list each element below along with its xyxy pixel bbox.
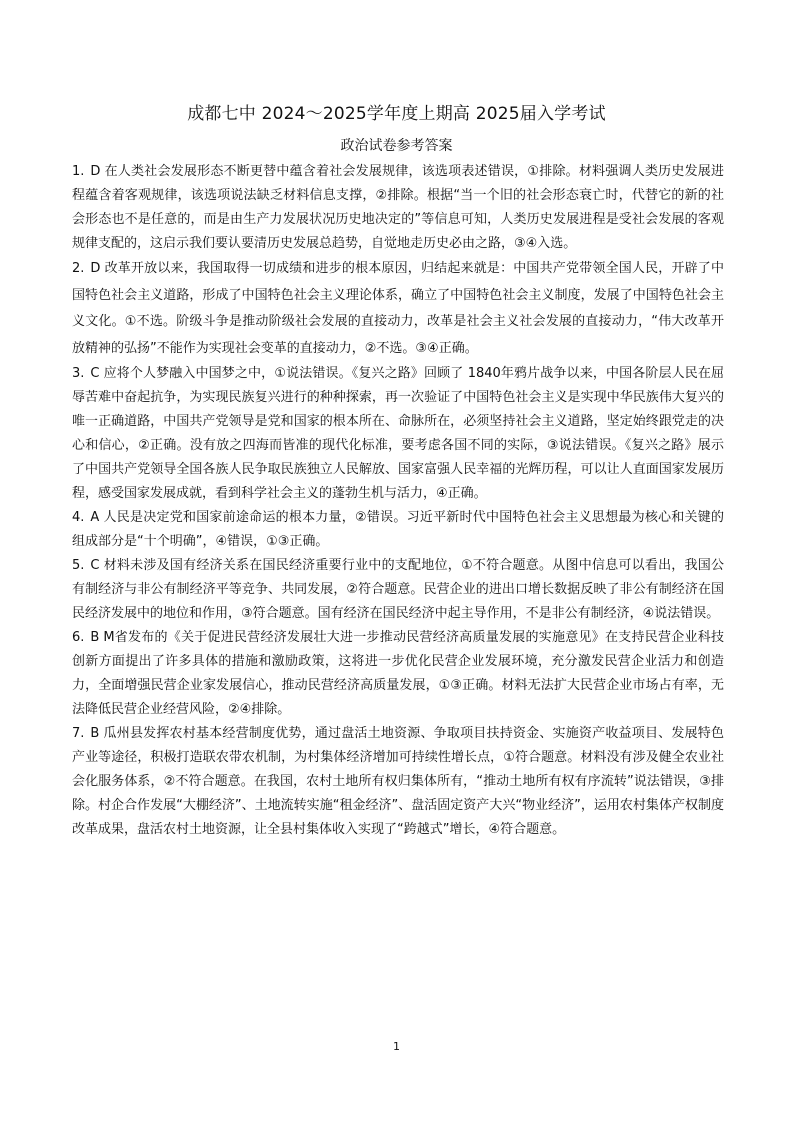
answer-item-6 — [72, 626, 724, 722]
answer-number: 3. — [72, 366, 85, 381]
answer-item-5 — [72, 554, 724, 626]
answer-number: 2. — [72, 261, 85, 276]
document-subtitle: 政治试卷参考答案 — [340, 138, 453, 154]
answer-key: A — [90, 510, 100, 525]
answer-key: B — [90, 726, 100, 741]
answer-number: 4. — [72, 510, 85, 525]
answer-explanation: 人民是决定党和国家前途命运的根本力量，②错误。习近平新时代中国特色社会主义思想最为核心和关键的组成部分是“十个明确”，④错误，①③正确。 — [72, 510, 724, 549]
answer-item-4 — [72, 506, 724, 554]
answer-key: D — [90, 164, 101, 179]
answer-key: B — [90, 630, 100, 645]
answer-number: 7. — [72, 726, 85, 741]
answer-explanation: 在人类社会发展形态不断更替中蕴含着社会发展规律，该选项表述错误，①排除。材料强调人类历史发展进程蕴含着客观规律，该选项说法缺乏材料信息支撑，②排除。根据“当一个旧的社会形态衰亡时，代替它的新的社会形态也不是任意的，而是由生产力发展状况历史地决定的”等信息可知，人类历史发展进程是受社会发展的客观规律支配的，这启示我们要认要清历史发展总趋势，自觉地走历史必由之路，③④入选。 — [72, 164, 724, 251]
answer-key: C — [90, 558, 100, 573]
answer-list — [72, 160, 724, 842]
answer-number: 5. — [72, 558, 85, 573]
answer-number: 6. — [72, 630, 85, 645]
answer-explanation: 改革开放以来，我国取得一切成绩和进步的根本原因，归结起来就是：中国共产党带领全国人民，开辟了中国特色社会主义道路，形成了中国特色社会主义理论体系，确立了中国特色社会主义制度，发展了中国特色社会主义文化。①不选。阶级斗争是推动阶级社会发展的直接动力，改革是社会主义社会发展的直接动力，“伟大改革开放精神的弘扬”不能作为实现社会变革的直接动力，②不选。③④正确。 — [72, 261, 724, 356]
answer-item-2 — [72, 256, 724, 362]
answer-item-1 — [72, 160, 724, 256]
answer-item-7 — [72, 722, 724, 842]
answer-explanation: 材料未涉及国有经济关系在国民经济重要行业中的支配地位，①不符合题意。从图中信息可以看出，我国公有制经济与非公有制经济平等竞争、共同发展，②符合题意。民营企业的进出口增长数据反映了非公有制经济在国民经济发展中的地位和作用，③符合题意。国有经济在国民经济中起主导作用，不是非公有制经济，④说法错误。 — [72, 558, 724, 621]
answer-number: 1. — [72, 164, 85, 179]
page-number: 1 — [393, 1040, 400, 1053]
answer-key: C — [90, 366, 100, 381]
answer-explanation: M省发布的《关于促进民营经济发展壮大进一步推动民营经济高质量发展的实施意见》在支持民营企业科技创新方面提出了许多具体的措施和激励政策，这将进一步优化民营企业发展环境，充分激发民营企业活力和创造力，全面增强民营企业家发展信心，推动民营经济高质量发展，①③正确。材料无法扩大民营企业市场占有率，无法降低民营企业经营风险，②④排除。 — [72, 630, 724, 717]
answer-key: D — [90, 261, 101, 276]
answer-explanation: 应将个人梦融入中国梦之中，①说法错误。《复兴之路》回顾了 1840年鸦片战争以来，中国各阶层人民在屈辱苦难中奋起抗争，为实现民族复兴进行的种种探索，再一次验证了中国特色社会主义是实现中华民族伟大复兴的唯一正确道路，中国共产党领导是党和国家的根本所在、命脉所在，必须坚持社会主义道路，坚定始终跟党走的决心和信心，②正确。没有放之四海而皆准的现代化标准，要考虑各国不同的实际，③说法错误。《复兴之路》展示了中国共产党领导全国各族人民争取民族独立人民解放、国家富强人民幸福的光辉历程，可以让人直面国家发展历程，感受国家发展成就，看到科学社会主义的蓬勃生机与活力，④正确。 — [72, 366, 724, 501]
answer-explanation: 瓜州县发挥农村基本经营制度优势，通过盘活土地资源、争取项目扶持资金、实施资产收益项目、发展特色产业等途径，积极打造联农带农机制，为村集体经济增加可持续性增长点，①符合题意。材料没有涉及健全农业社会化服务体系，②不符合题意。在我国，农村土地所有权归集体所有，“推动土地所有权有序流转”说法错误，③排除。村企合作发展“大棚经济”、土地流转实施“租金经济”、盘活固定资产大兴“物业经济”，运用农村集体产权制度改革成果，盘活农村土地资源，让全县村集体收入实现了“跨越式”增长，④符合题意。 — [72, 726, 724, 837]
answer-item-3 — [72, 362, 724, 506]
document-title: 成都七中 2024～2025学年度上期高 2025届入学考试 — [187, 104, 606, 124]
